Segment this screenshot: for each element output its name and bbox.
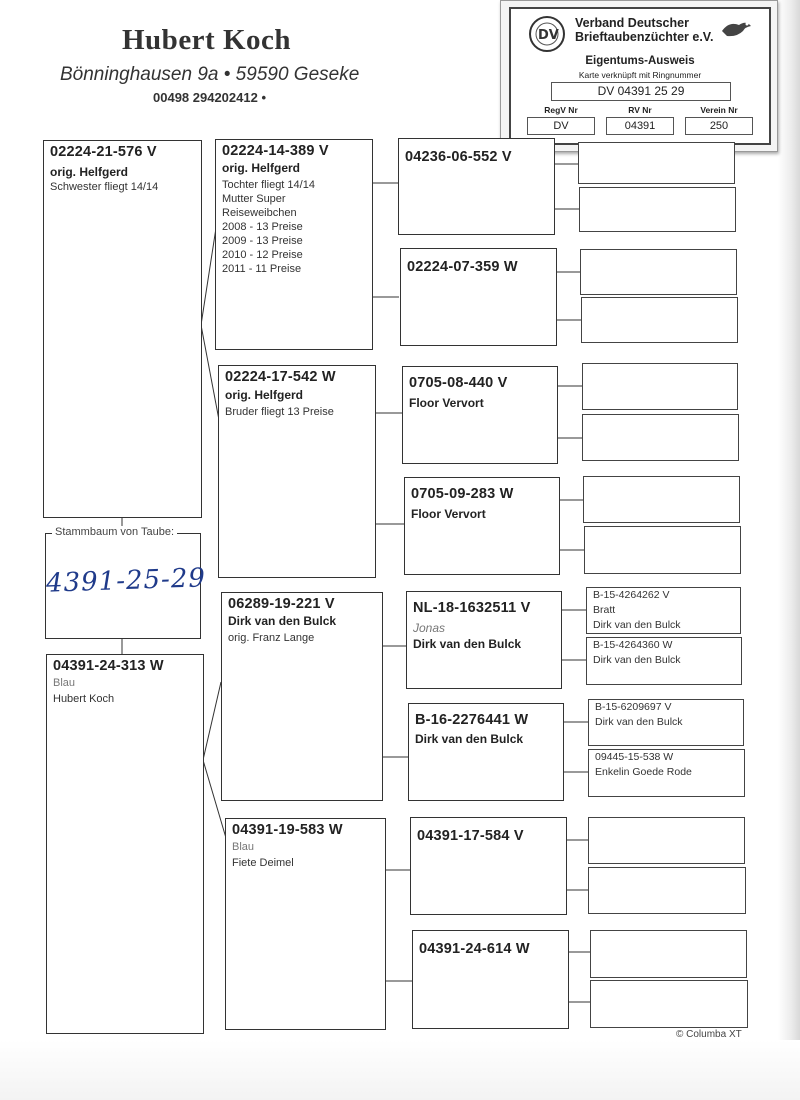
- handwritten-ring-number: 4391-25-29: [45, 563, 207, 599]
- ggp-mfm-box: [408, 703, 564, 801]
- regv-value: DV: [527, 117, 595, 135]
- g4-box-2: [579, 187, 736, 232]
- mff-line2: Dirk van den Bulck: [413, 637, 522, 651]
- mmm-ring: 04391-24-614 W: [419, 941, 530, 957]
- g4-box-3: [580, 249, 737, 295]
- stammbaum-label: Stammbaum von Taube:: [52, 526, 177, 538]
- father-line1: orig. Helfgerd: [50, 165, 129, 179]
- g4-mff-mother-box: [586, 637, 742, 685]
- id-card-title: Eigentums-Ausweis: [585, 55, 695, 67]
- g4-box-15: [590, 930, 747, 978]
- regv-header: RegV Nr: [544, 105, 578, 115]
- g4-box-7: [583, 476, 740, 523]
- mfm-m-line1: Enkelin Goede Rode: [595, 766, 692, 778]
- mmf-ring: 04391-17-584 V: [417, 828, 524, 844]
- mf-ring: 06289-19-221 V: [228, 596, 335, 612]
- owner-address: Bönninghausen 9a • 59590 Geseke: [60, 64, 360, 85]
- mm-line1: Blau: [232, 841, 255, 853]
- mff-f-ring: B-15-4264262 V: [593, 589, 670, 601]
- ggp-mmf-box: [410, 817, 567, 915]
- mfm-f-line1: Dirk van den Bulck: [595, 716, 683, 728]
- fmm-ring: 0705-09-283 W: [411, 486, 514, 502]
- fmf-ring: 0705-08-440 V: [409, 375, 508, 391]
- mff-f-line2: Dirk van den Bulck: [593, 619, 681, 631]
- grandmother-mm-box: [225, 818, 386, 1030]
- mff-m-line1: Dirk van den Bulck: [593, 654, 681, 666]
- mf-line2: orig. Franz Lange: [228, 632, 315, 644]
- g4-box-13: [588, 817, 745, 864]
- mfm-f-ring: B-15-6209697 V: [595, 701, 672, 713]
- grandfather-ff-box: [215, 139, 373, 350]
- mother-ring: 04391-24-313 W: [53, 658, 164, 674]
- association-line-2: Brieftaubenzüchter e.V.: [575, 30, 714, 44]
- mf-line1: Dirk van den Bulck: [228, 614, 337, 628]
- ff-ring: 02224-14-389 V: [222, 143, 329, 159]
- g4-mfm-mother-box: [588, 749, 745, 797]
- id-card-subtitle: Karte verknüpft mit Ringnummer: [578, 70, 702, 80]
- mother-line2: Hubert Koch: [53, 693, 115, 705]
- fm-line1: orig. Helfgerd: [225, 388, 304, 402]
- father-box: [43, 140, 202, 518]
- g4-box-8: [584, 526, 741, 574]
- father-line2: Schwester fliegt 14/14: [50, 181, 159, 193]
- ff-note-6: 2010 - 12 Preise: [222, 249, 303, 261]
- fmm-line1: Floor Vervort: [411, 507, 486, 521]
- g4-box-14: [588, 867, 746, 914]
- fmf-line1: Floor Vervort: [409, 396, 484, 410]
- ffm-ring: 02224-07-359 W: [407, 259, 518, 275]
- ggp-fmf-box: [402, 366, 558, 464]
- fm-line2: Bruder fliegt 13 Preise: [225, 406, 334, 418]
- id-card-ring-number: DV 04391 25 29: [551, 82, 731, 101]
- mm-line2: Fiete Deimel: [232, 857, 294, 869]
- grandfather-mf-box: [221, 592, 383, 801]
- rv-value: 04391: [606, 117, 674, 135]
- svg-text:DV: DV: [538, 28, 559, 43]
- g4-box-5: [582, 363, 738, 410]
- owner-phone: 00498 294202412 •: [153, 90, 266, 105]
- mother-box: [46, 654, 204, 1034]
- ggp-fmm-box: [404, 477, 560, 575]
- grandmother-fm-box: [218, 365, 376, 578]
- association-line-1: Verband Deutscher: [575, 16, 689, 30]
- g4-box-6: [582, 414, 739, 461]
- mff-f-line1: Bratt: [593, 604, 616, 616]
- fff-ring: 04236-06-552 V: [405, 149, 512, 165]
- g4-box-1: [578, 142, 735, 184]
- ff-note-2: Mutter Super: [222, 193, 286, 205]
- owner-name: Hubert Koch: [122, 24, 292, 56]
- verein-header: Verein Nr: [700, 105, 738, 115]
- mother-line1: Blau: [53, 677, 76, 689]
- mff-line1: Jonas: [413, 621, 446, 635]
- ggp-mff-box: [406, 591, 562, 689]
- mff-ring: NL-18-1632511 V: [413, 600, 531, 616]
- father-ring: 02224-21-576 V: [50, 144, 157, 160]
- ff-line1: orig. Helfgerd: [222, 161, 301, 175]
- verein-value: 250: [685, 117, 753, 135]
- ff-note-4: 2008 - 13 Preise: [222, 221, 303, 233]
- mfm-ring: B-16-2276441 W: [415, 712, 529, 728]
- mff-m-ring: B-15-4264360 W: [593, 639, 673, 651]
- ggp-mmm-box: [412, 930, 569, 1029]
- mfm-m-ring: 09445-15-538 W: [595, 751, 674, 763]
- ff-note-1: Tochter fliegt 14/14: [222, 179, 315, 191]
- ff-note-5: 2009 - 13 Preise: [222, 235, 303, 247]
- ff-note-7: 2011 - 11 Preise: [222, 263, 302, 275]
- g4-mff-father-box: [586, 587, 741, 634]
- mm-ring: 04391-19-583 W: [232, 822, 343, 838]
- ggp-ffm-box: [400, 248, 557, 346]
- fm-ring: 02224-17-542 W: [225, 369, 336, 385]
- copyright: © Columba XT: [676, 1029, 742, 1040]
- ggp-fff-box: [398, 138, 555, 235]
- g4-mfm-father-box: [588, 699, 744, 746]
- rv-header: RV Nr: [628, 105, 652, 115]
- mfm-line1: Dirk van den Bulck: [415, 732, 524, 746]
- ff-note-3: Reiseweibchen: [222, 207, 297, 219]
- g4-box-4: [581, 297, 738, 343]
- g4-box-16: [590, 980, 748, 1028]
